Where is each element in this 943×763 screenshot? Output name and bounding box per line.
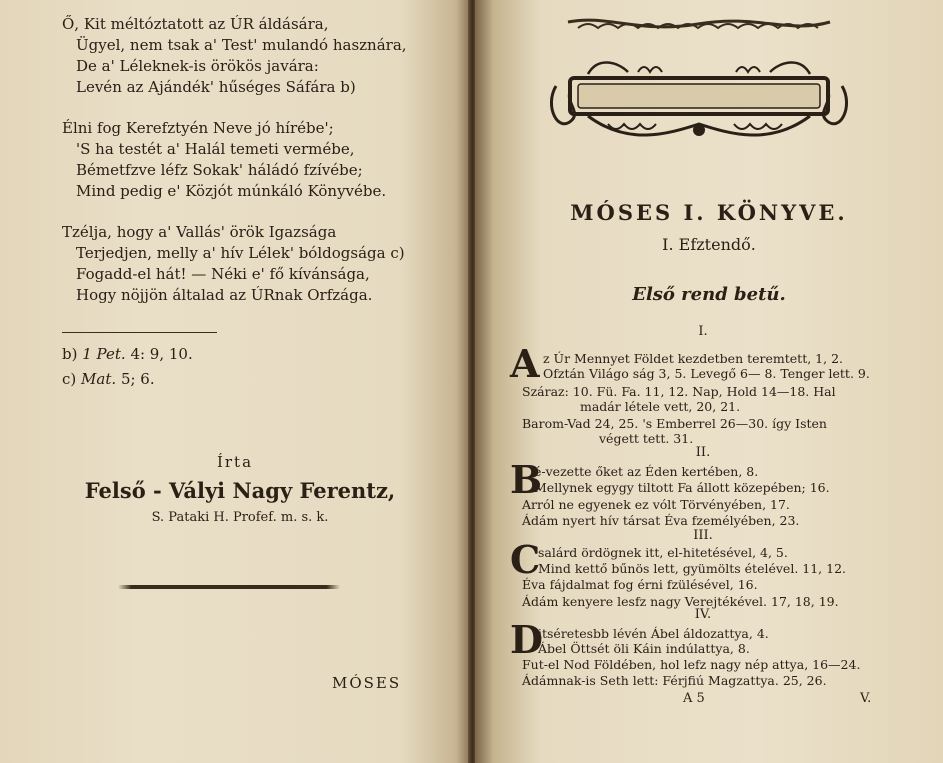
drop-cap: A: [510, 341, 540, 386]
poem-line: Terjedjen, melly a' hív Lélek' bóldogsága c): [76, 244, 405, 262]
catchword-right: V.: [860, 691, 872, 706]
footnote-text: 5; 6.: [120, 370, 155, 388]
author-name: Felső - Vályi Nagy Ferentz,: [84, 478, 396, 503]
section-title: Első rend betű.: [632, 284, 786, 305]
footnote-b: [62, 345, 193, 363]
poem-line: De a' Léleknek-is örökös javára:: [76, 57, 319, 75]
verse-line: Ádám kenyere lesfz nagy Verejtékével. 17, 18, 19.: [522, 594, 839, 609]
verse-line: Mind kettő bűnös lett, gyümölts ételével. 11, 12.: [538, 561, 846, 576]
book-subtitle: I. Efztendő.: [662, 235, 756, 254]
author-title: S. Pataki H. Profef. m. s. k.: [151, 510, 329, 525]
verse-line: végett tett. 31.: [599, 431, 694, 446]
verse-line: é-vezette őket az Éden kertében, 8.: [534, 464, 759, 479]
chapter-number: I.: [698, 324, 708, 339]
verse-line: Száraz: 10. Fü. Fa. 11, 12. Nap, Hold 14—18. Hal: [522, 384, 836, 399]
left-page: [0, 0, 470, 763]
poem-line: Mind pedig e' Közjót múnkáló Könyvébe.: [76, 182, 387, 200]
decorative-headpiece: [548, 16, 850, 148]
chapter-number: III.: [693, 528, 713, 543]
poem-stanza-1: [62, 14, 407, 98]
drop-cap: B: [510, 457, 543, 502]
ornamental-rule: [118, 585, 340, 589]
verse-line: Arról ne egyenek ez vólt Törvényében, 17.: [522, 497, 790, 512]
footnote-ref: Mat.: [81, 370, 117, 388]
poem-line: Levén az Ajándék' hűséges Sáfára b): [76, 78, 356, 96]
poem-line: Hogy nöjjön általad az ÚRnak Orfzága.: [76, 286, 373, 304]
footnote-mark: c): [62, 370, 77, 388]
verse-line: Fut-el Nod Földében, hol lefz nagy nép attya, 16—24.: [522, 657, 861, 672]
footnote-c: [62, 370, 155, 388]
chapter-number: II.: [695, 445, 711, 460]
book-title: MÓSES I. KÖNYVE.: [570, 200, 848, 225]
verse-line: Ádám nyert hív társat Éva fzemélyében, 23.: [522, 513, 800, 528]
poem-line: 'S ha testét a' Halál temeti vermébe,: [76, 140, 355, 158]
footnote-mark: b): [62, 345, 78, 363]
verse-line: Ábel Öttsét öli Káin indúlattya, 8.: [538, 641, 750, 656]
poem-stanza-3: [62, 222, 405, 306]
verse-line: Mellynek egygy tiltott Fa állott közepében; 16.: [534, 480, 830, 495]
catchword-left: MÓSES: [332, 674, 402, 692]
drop-cap: D: [510, 617, 543, 662]
footnote-rule: [62, 332, 217, 333]
poem-stanza-2: [62, 118, 386, 202]
irta-label: Írta: [216, 453, 254, 471]
verse-line: z Úr Mennyet Földet kezdetben teremtett, 1, 2.: [543, 351, 843, 366]
verse-line: madár létele vett, 20, 21.: [580, 399, 741, 414]
poem-line: Tzélja, hogy a' Vallás' örök Igazsága: [62, 223, 337, 241]
verse-line: Éva fájdalmat fog érni fzülésével, 16.: [522, 577, 758, 592]
drop-cap: C: [510, 537, 541, 582]
poem-line: Fogadd-el hát! — Néki e' fő kívánsága,: [76, 265, 370, 283]
poem-line: Ügyel, nem tsak a' Test' mulandó hasznára,: [76, 36, 407, 54]
footnote-ref: 1 Pet.: [82, 345, 126, 363]
signature-mark: A 5: [683, 691, 705, 706]
chapter-number: IV.: [694, 607, 712, 622]
poem-line: Ő, Kit méltóztatott az ÚR áldására,: [62, 15, 329, 33]
verse-line: Barom-Vad 24, 25. 's Emberrel 26—30. így Isten: [522, 416, 827, 431]
verse-line: Ofztán Világo ság 3, 5. Levegő 6— 8. Tenger lett. 9.: [543, 366, 870, 381]
verse-line: itséretesbb lévén Ábel áldozattya, 4.: [538, 626, 769, 641]
footnote-text: 4: 9, 10.: [130, 345, 193, 363]
poem-line: Bémetfzve léfz Sokak' háládó fzívébe;: [76, 161, 363, 179]
poem-line: Élni fog Kerefztyén Neve jó hírébe';: [62, 119, 334, 137]
verse-line: Ádámnak-is Seth lett: Férjfiú Magzattya. 25, 26.: [522, 673, 827, 688]
verse-line: salárd ördögnek itt, el-hitetésével, 4, 5.: [538, 545, 788, 560]
